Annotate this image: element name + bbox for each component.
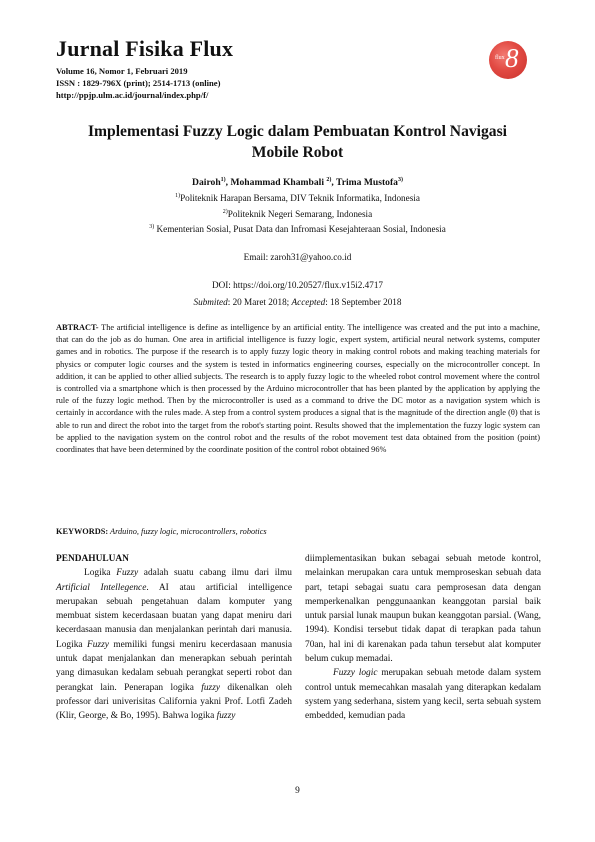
abstract-text: The artificial intelligence is define as intelligence by an artificial entity. The intelligence was created and the put into a machine, that can do the job as do human. One area in artificial intelligence is fuzzy logic, expert system, artificial neural network systems, computer games and in robotics. The purpose if the research is to apply fuzzy logic theory in making control robots and making teaching materials for physics or computer logic courses and the system is tested in informatics engineering courses, especially on the microcontroller concept. In addition, it can be applied to other allied subjects. The research is to apply fuzzy logic to the wheeled robot control movement where the control is controlled via a smartphone which is then processed by the Arduino microcontroller that has been planted by the application by applying the rule of the fuzzy logic method. Then by the microcontroller is used as a command to drive the DC motor as a navigation system which is certainly in accordance with the rules made. A step from a control system produces a signal that is the magnitude of the direction angle (θ) that is able to run and direct the robot into the target from the robot's starting point. Results showed that the implementation the fuzzy logic system can be applied to the navigation system on the control robot and the results of the robot movement test data obtained from the position (point) coordinates that have been determined by the coordinate position of the control robot obtained 96% (56, 323, 540, 455)
affiliation: $^{3)}$ Kementerian Sosial, Pusat Data dan Infromasi Kesejahteraan Sosial, Indonesia (149, 224, 446, 235)
volume-info: Volume 16, Nomor 1, Februari 2019 (56, 66, 188, 76)
affiliation: $^{1)}$Politeknik Harapan Bersama, DIV Teknik Informatika, Indonesia (175, 193, 420, 204)
paragraph: diimplementasikan bukan sebagai sebuah metode kontrol, melainkan merupakan cara untuk memproseskan sebuah data part, tetapi sebagai suatu cara pemprosesan data dengan memperkenalkan penggunaankan keanggotan parsial baik untuk parsial lunak maupun bukan keanggotan parsial. (Wang, 1994). Kondisi tersebut tidak dapat di terapkan pada tahun 70an, hal ini di karenakan pada tahun tersebut alat komputer belum cukup memadai. (305, 554, 541, 665)
paragraph: Logika Fuzzy adalah suatu cabang ilmu dari ilmu Artificial Intellegence. AI atau artificial intelligence merupakan sebuah pengetahuan dalam komputer yang membuat sistem kecerdasaan buatan yang dapat meniru dari kecerdasaan manusia dan menjalankan perintah dari manusia. Logika Fuzzy memiliki fungsi meniru kecerdasaan manusia untuk dapat menjalankan dan menerapkan sebuah perintah yang dimasukan kedalam sebuah perangkat seperti robot dan perangkat lain. Penerapan logika fuzzy dikenalkan oleh professor dari univerisitas California yakni Prof. Lotfi Zadeh (Klir, George, & Bo, 1995). Bahwa logika fuzzy (56, 568, 293, 722)
journal-url[interactable]: http://ppjp.ulm.ac.id/journal/index.php/f/ (56, 90, 209, 100)
abstract (56, 322, 540, 456)
page-number: 9 (295, 786, 300, 796)
author-email[interactable]: Email: zaroh31@yahoo.co.id (243, 252, 352, 262)
doi-link[interactable]: DOI: https://doi.org/10.20527/flux.v15i2.4717 (211, 280, 384, 290)
issn-info: ISSN : 1829-796X (print); 2514-1713 (online) (56, 78, 221, 88)
article-title: Implementasi Fuzzy Logic dalam Pembuatan Kontrol Navigasi Mobile Robot (87, 123, 507, 161)
submission-dates: Submited: 20 Maret 2018; Accepted: 18 September 2018 (193, 297, 402, 307)
paragraph: Fuzzy logic merupakan sebuah metode dalam system control untuk memecahkan masalah yang diterapkan kedalam system yang sederhana, sistem yang kecil, serta sebuah system embedded, kemudian pada (305, 668, 541, 722)
logo-number: 8 (505, 43, 519, 73)
journal-logo (489, 41, 527, 79)
section-heading: PENDAHULUAN (56, 554, 129, 564)
body-column-left (56, 552, 292, 724)
author-list: Dairoh$^{1)}$, Mohammad Khambali $^{2)}$, Trima Mustofa$^{3)}$ (192, 177, 403, 189)
abstract-label: ABTRACT- (56, 323, 99, 332)
logo-small-text: flux (495, 55, 505, 61)
author-name: , Mohammad Khambali (225, 177, 327, 189)
journal-title: Jurnal Fisika Flux (56, 36, 234, 61)
affiliation: $^{2)}$Politeknik Negeri Semarang, Indonesia (222, 209, 373, 220)
keywords: KEYWORDS: Arduino, fuzzy logic, microcontrollers, robotics (56, 527, 267, 536)
author-name: , Trima Mustofa (331, 177, 398, 189)
author-name: Dairoh (192, 177, 221, 189)
body-column-right (305, 552, 541, 724)
